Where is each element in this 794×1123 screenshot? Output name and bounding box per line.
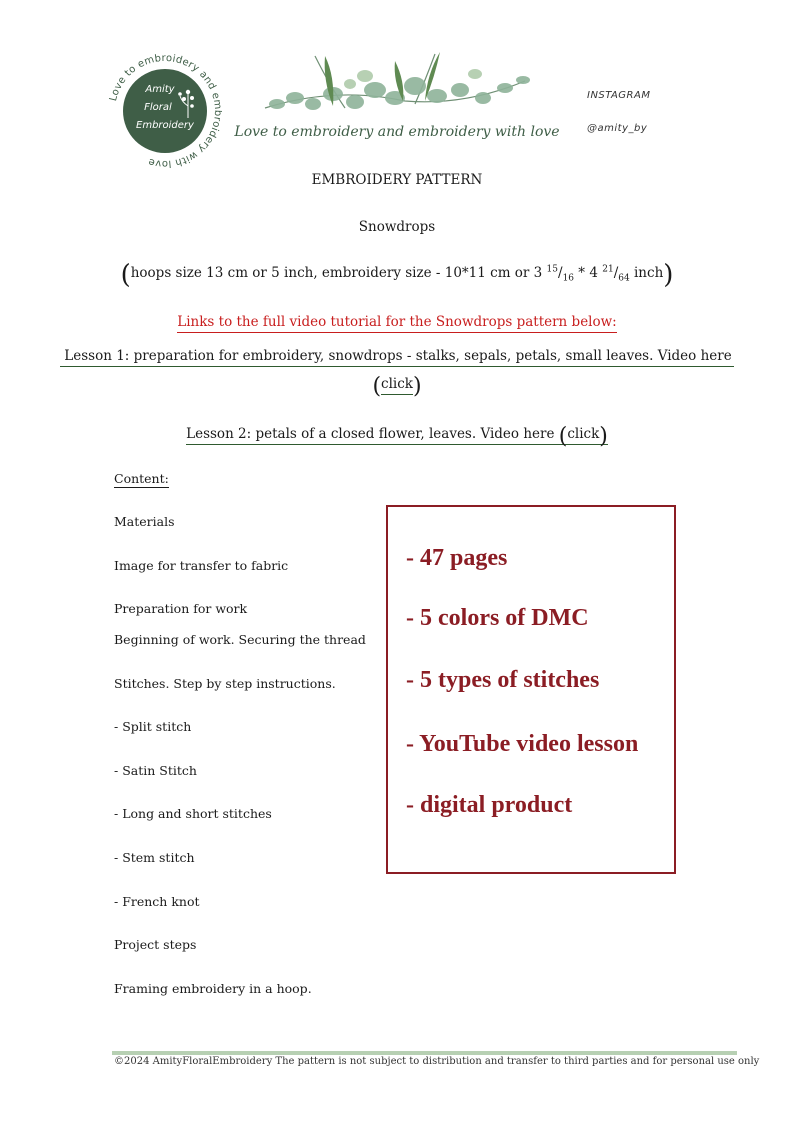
content-item: Project steps	[114, 937, 197, 952]
content-item: Beginning of work. Securing the thread	[114, 632, 366, 647]
feature-item: - 47 pages	[406, 545, 508, 571]
lesson2-link[interactable]: Lesson 2: petals of a closed flower, leaves. Video here (click)	[186, 424, 608, 449]
lesson2-text: Lesson 2: petals of a closed flower, leaves. Video here	[186, 426, 559, 442]
footer-copyright: ©2024 AmityFloralEmbroidery The pattern is not subject to distribution and transfer to third parties and for personal use only	[114, 1056, 760, 1067]
feature-box	[386, 505, 676, 874]
svg-text:Love to embroidery and embroid: Love to embroidery and embroidery with love	[234, 124, 560, 140]
feature-item: - 5 colors of DMC	[406, 605, 589, 631]
dimensions-line: (hoops size 13 cm or 5 inch, embroidery size - 10*11 cm or 3 $^{15}/_{16} * 4$ $^{21}/_{64}$ inch)	[120, 260, 674, 290]
content-item: Image for transfer to fabric	[114, 558, 289, 573]
lesson2-click-link[interactable]: click	[567, 426, 600, 442]
lesson1-click-link[interactable]: click	[381, 376, 413, 395]
content-item: - Split stitch	[114, 719, 192, 734]
lesson1-wrap	[0, 345, 794, 364]
links-heading: Links to the full video tutorial for the Snowdrops pattern below:	[177, 314, 616, 333]
content-item: - Satin Stitch	[114, 763, 197, 778]
lesson1-link[interactable]: Lesson 1: preparation for embroidery, snowdrops - stalks, sepals, petals, small leaves. Video here	[60, 348, 733, 367]
fraction1-denominator: 16	[562, 273, 575, 284]
content-heading-text: Content:	[114, 471, 169, 486]
dimensions-suffix: inch	[629, 265, 664, 281]
document-title: EMBROIDERY PATTERN	[311, 172, 483, 188]
feature-item: - 5 types of stitches	[406, 667, 600, 693]
lesson2-wrap	[0, 423, 794, 448]
brand-logo	[108, 54, 222, 168]
svg-text:Embroidery: Embroidery	[136, 120, 194, 131]
content-heading	[114, 471, 169, 486]
eucalyptus-banner	[234, 46, 560, 146]
svg-text:Amity: Amity	[145, 84, 175, 95]
svg-text:Love to embroidery and embroid: Love to embroidery and embroidery with love	[108, 54, 222, 168]
content-item: - French knot	[114, 894, 200, 909]
content-item: Stitches. Step by step instructions.	[114, 676, 336, 691]
content-item: Preparation for work	[114, 601, 248, 616]
fraction1-numerator: 15	[546, 264, 558, 275]
dimensions-prefix: hoops size 13 cm or 5 inch, embroidery size - 10*11 cm or 3	[130, 265, 547, 281]
links-heading-wrap	[0, 311, 794, 330]
pattern-name: Snowdrops	[358, 219, 436, 235]
content-item: - Stem stitch	[114, 850, 195, 865]
content-item: - Long and short stitches	[114, 806, 272, 821]
content-item: Materials	[114, 514, 175, 529]
footer-divider	[112, 1051, 737, 1055]
lesson1-click-wrap: (click)	[372, 374, 422, 399]
fraction2-numerator: 21	[602, 264, 614, 275]
feature-item: - digital product	[406, 792, 573, 818]
svg-text:Floral: Floral	[144, 102, 172, 113]
dimensions-middle: * 4	[574, 265, 603, 281]
fraction2-denominator: 64	[618, 273, 630, 284]
feature-item: - YouTube video lesson	[406, 731, 639, 757]
instagram-handle: @amity_by	[587, 123, 648, 134]
content-item: Framing embroidery in a hoop.	[114, 981, 312, 996]
instagram-label: INSTAGRAM	[587, 90, 651, 101]
